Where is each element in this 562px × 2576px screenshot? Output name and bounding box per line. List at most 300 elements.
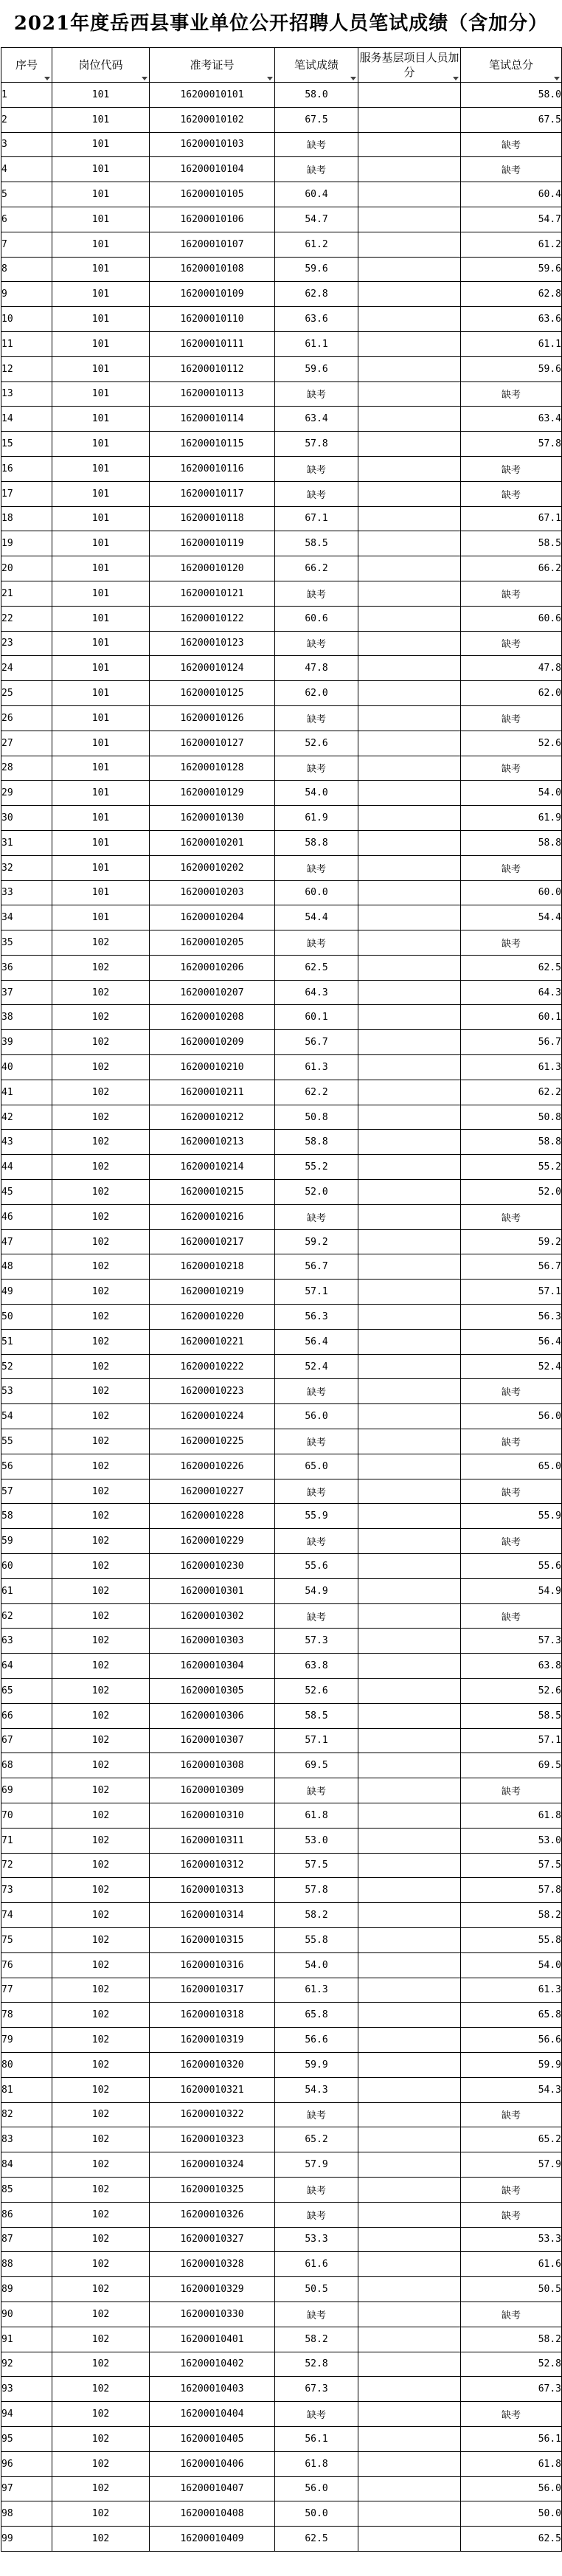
cell-exam-number: 16200010313 [150, 1878, 275, 1903]
cell-exam-number: 16200010406 [150, 2451, 275, 2476]
cell-bonus-points [358, 855, 461, 880]
cell-post-code: 102 [52, 1229, 150, 1254]
cell-total-score: 56.7 [461, 1254, 562, 1280]
cell-written-score: 50.8 [275, 1105, 358, 1130]
cell-bonus-points [358, 1679, 461, 1704]
cell-total-score: 67.5 [461, 107, 562, 132]
cell-written-score: 54.0 [275, 781, 358, 806]
cell-post-code: 102 [52, 2077, 150, 2102]
table-row [1, 1254, 562, 1280]
cell-seq: 19 [1, 531, 52, 556]
cell-exam-number: 16200010404 [150, 2402, 275, 2427]
cell-total-score: 69.5 [461, 1753, 562, 1778]
cell-bonus-points [358, 432, 461, 457]
cell-exam-number: 16200010125 [150, 681, 275, 706]
cell-exam-number: 16200010117 [150, 481, 275, 506]
cell-written-score: 57.9 [275, 2152, 358, 2178]
cell-bonus-points [358, 1629, 461, 1654]
table-row [1, 1055, 562, 1080]
cell-bonus-points [358, 705, 461, 731]
cell-post-code: 101 [52, 432, 150, 457]
cell-total-score: 65.2 [461, 2127, 562, 2152]
cell-total-score: 55.9 [461, 1504, 562, 1529]
cell-bonus-points [358, 506, 461, 531]
cell-written-score: 56.6 [275, 2028, 358, 2053]
cell-written-score: 缺考 [275, 705, 358, 731]
cell-post-code: 102 [52, 1354, 150, 1379]
cell-written-score: 缺考 [275, 1379, 358, 1404]
cell-bonus-points [358, 1055, 461, 1080]
cell-total-score: 61.8 [461, 1803, 562, 1828]
cell-post-code: 102 [52, 1853, 150, 1878]
cell-written-score: 57.1 [275, 1280, 358, 1305]
cell-seq: 46 [1, 1204, 52, 1229]
cell-exam-number: 16200010201 [150, 830, 275, 855]
cell-post-code: 101 [52, 581, 150, 606]
cell-post-code: 102 [52, 1778, 150, 1803]
cell-post-code: 102 [52, 1578, 150, 1603]
header-bonus-points[interactable] [358, 48, 461, 83]
cell-post-code: 101 [52, 257, 150, 282]
table-row [1, 2028, 562, 2053]
cell-seq: 62 [1, 1603, 52, 1629]
cell-seq: 1 [1, 83, 52, 108]
cell-written-score: 59.9 [275, 2052, 358, 2077]
cell-written-score: 61.2 [275, 232, 358, 257]
cell-written-score: 55.6 [275, 1554, 358, 1579]
cell-bonus-points [358, 2302, 461, 2327]
cell-bonus-points [358, 2052, 461, 2077]
table-header-row [1, 48, 562, 83]
cell-bonus-points [358, 1379, 461, 1404]
table-row [1, 905, 562, 930]
cell-seq: 38 [1, 1005, 52, 1030]
cell-post-code: 101 [52, 830, 150, 855]
cell-seq: 50 [1, 1305, 52, 1330]
cell-exam-number: 16200010120 [150, 556, 275, 581]
cell-bonus-points [358, 2451, 461, 2476]
cell-written-score: 52.6 [275, 731, 358, 756]
cell-bonus-points [358, 1354, 461, 1379]
cell-total-score: 缺考 [461, 1479, 562, 1504]
cell-bonus-points [358, 232, 461, 257]
cell-bonus-points [358, 581, 461, 606]
cell-seq: 40 [1, 1055, 52, 1080]
header-seq[interactable] [1, 48, 52, 83]
cell-bonus-points [358, 407, 461, 432]
cell-bonus-points [358, 606, 461, 631]
cell-seq: 48 [1, 1254, 52, 1280]
cell-written-score: 54.3 [275, 2077, 358, 2102]
cell-bonus-points [358, 1978, 461, 2003]
cell-bonus-points [358, 2327, 461, 2352]
cell-bonus-points [358, 2527, 461, 2552]
cell-written-score: 63.8 [275, 1654, 358, 1679]
cell-total-score: 缺考 [461, 756, 562, 781]
cell-bonus-points [358, 731, 461, 756]
cell-bonus-points [358, 1305, 461, 1330]
cell-total-score: 缺考 [461, 1429, 562, 1454]
table-row [1, 1130, 562, 1155]
cell-exam-number: 16200010127 [150, 731, 275, 756]
cell-total-score: 55.8 [461, 1927, 562, 1952]
cell-post-code: 101 [52, 331, 150, 356]
cell-written-score: 59.6 [275, 257, 358, 282]
cell-written-score: 60.0 [275, 880, 358, 905]
cell-bonus-points [358, 132, 461, 157]
cell-written-score: 67.3 [275, 2377, 358, 2402]
cell-exam-number: 16200010111 [150, 331, 275, 356]
cell-post-code: 101 [52, 531, 150, 556]
cell-bonus-points [358, 1080, 461, 1105]
table-row [1, 2052, 562, 2077]
table-row [1, 2202, 562, 2227]
header-exam-number[interactable] [150, 48, 275, 83]
cell-exam-number: 16200010210 [150, 1055, 275, 1080]
cell-written-score: 56.3 [275, 1305, 358, 1330]
table-row [1, 107, 562, 132]
cell-exam-number: 16200010207 [150, 980, 275, 1005]
cell-post-code: 102 [52, 980, 150, 1005]
cell-written-score: 缺考 [275, 1778, 358, 1803]
cell-written-score: 63.6 [275, 307, 358, 332]
table-row [1, 1629, 562, 1654]
table-row [1, 2003, 562, 2028]
cell-bonus-points [358, 257, 461, 282]
table-row [1, 2451, 562, 2476]
cell-total-score: 57.8 [461, 1878, 562, 1903]
cell-post-code: 102 [52, 1753, 150, 1778]
cell-exam-number: 16200010222 [150, 1354, 275, 1379]
cell-total-score: 65.0 [461, 1454, 562, 1479]
table-row [1, 331, 562, 356]
cell-total-score: 缺考 [461, 705, 562, 731]
cell-post-code: 102 [52, 1030, 150, 1055]
cell-bonus-points [358, 282, 461, 307]
cell-post-code: 102 [52, 2028, 150, 2053]
header-written-score[interactable] [275, 48, 358, 83]
cell-bonus-points [358, 381, 461, 407]
cell-bonus-points [358, 2177, 461, 2202]
cell-seq: 78 [1, 2003, 52, 2028]
cell-post-code: 101 [52, 157, 150, 182]
cell-post-code: 102 [52, 2377, 150, 2402]
table-row [1, 2302, 562, 2327]
table-row [1, 1654, 562, 1679]
table-row [1, 432, 562, 457]
cell-exam-number: 16200010323 [150, 2127, 275, 2152]
header-total-score[interactable] [461, 48, 562, 83]
cell-total-score: 58.2 [461, 1903, 562, 1928]
cell-seq: 3 [1, 132, 52, 157]
cell-seq: 47 [1, 1229, 52, 1254]
cell-seq: 71 [1, 1828, 52, 1853]
cell-seq: 21 [1, 581, 52, 606]
cell-bonus-points [358, 1005, 461, 1030]
table-row [1, 1778, 562, 1803]
table-row [1, 1005, 562, 1030]
cell-total-score: 58.2 [461, 2327, 562, 2352]
cell-exam-number: 16200010203 [150, 880, 275, 905]
cell-seq: 8 [1, 257, 52, 282]
cell-post-code: 102 [52, 2302, 150, 2327]
cell-written-score: 63.4 [275, 407, 358, 432]
cell-total-score: 缺考 [461, 456, 562, 481]
table-row [1, 631, 562, 656]
table-row [1, 1229, 562, 1254]
cell-seq: 58 [1, 1504, 52, 1529]
cell-post-code: 101 [52, 681, 150, 706]
cell-seq: 59 [1, 1529, 52, 1554]
table-row [1, 2152, 562, 2178]
table-row [1, 1828, 562, 1853]
cell-seq: 68 [1, 1753, 52, 1778]
filter-dropdown-icon[interactable] [453, 77, 459, 80]
table-row [1, 1454, 562, 1479]
table-row [1, 1578, 562, 1603]
cell-exam-number: 16200010402 [150, 2352, 275, 2377]
table-row [1, 232, 562, 257]
filter-dropdown-icon[interactable] [142, 77, 148, 80]
cell-exam-number: 16200010114 [150, 407, 275, 432]
cell-total-score: 缺考 [461, 2102, 562, 2127]
cell-total-score: 缺考 [461, 930, 562, 956]
cell-total-score: 52.6 [461, 731, 562, 756]
cell-exam-number: 16200010129 [150, 781, 275, 806]
cell-total-score: 61.3 [461, 1055, 562, 1080]
cell-written-score: 62.0 [275, 681, 358, 706]
cell-exam-number: 16200010224 [150, 1404, 275, 1429]
cell-post-code: 101 [52, 506, 150, 531]
cell-exam-number: 16200010315 [150, 1927, 275, 1952]
cell-written-score: 缺考 [275, 756, 358, 781]
cell-total-score: 56.3 [461, 1305, 562, 1330]
cell-exam-number: 16200010401 [150, 2327, 275, 2352]
cell-seq: 96 [1, 2451, 52, 2476]
cell-seq: 4 [1, 157, 52, 182]
cell-exam-number: 16200010305 [150, 1679, 275, 1704]
table-row [1, 2227, 562, 2252]
cell-total-score: 50.0 [461, 2501, 562, 2527]
table-row [1, 182, 562, 207]
cell-seq: 30 [1, 806, 52, 831]
header-post-code[interactable] [52, 48, 150, 83]
cell-seq: 89 [1, 2277, 52, 2302]
cell-total-score: 缺考 [461, 2202, 562, 2227]
table-row [1, 830, 562, 855]
cell-seq: 39 [1, 1030, 52, 1055]
cell-seq: 6 [1, 207, 52, 232]
cell-post-code: 102 [52, 2003, 150, 2028]
cell-exam-number: 16200010314 [150, 1903, 275, 1928]
table-row [1, 681, 562, 706]
cell-written-score: 56.7 [275, 1254, 358, 1280]
cell-total-score: 58.8 [461, 1130, 562, 1155]
cell-written-score: 缺考 [275, 2402, 358, 2427]
cell-bonus-points [358, 2227, 461, 2252]
cell-bonus-points [358, 930, 461, 956]
cell-total-score: 缺考 [461, 631, 562, 656]
cell-seq: 88 [1, 2252, 52, 2277]
table-row [1, 2127, 562, 2152]
cell-seq: 80 [1, 2052, 52, 2077]
cell-exam-number: 16200010308 [150, 1753, 275, 1778]
table-row [1, 1903, 562, 1928]
cell-bonus-points [358, 2476, 461, 2501]
cell-total-score: 62.2 [461, 1080, 562, 1105]
cell-seq: 52 [1, 1354, 52, 1379]
cell-exam-number: 16200010130 [150, 806, 275, 831]
cell-post-code: 101 [52, 356, 150, 381]
cell-total-score: 53.0 [461, 1828, 562, 1853]
header-post-code-label: 岗位代码 [78, 58, 123, 72]
cell-post-code: 102 [52, 2277, 150, 2302]
cell-total-score: 57.3 [461, 1629, 562, 1654]
cell-total-score: 52.4 [461, 1354, 562, 1379]
cell-total-score: 66.2 [461, 556, 562, 581]
cell-exam-number: 16200010106 [150, 207, 275, 232]
page-title: 2021年度岳西县事业单位公开招聘人员笔试成绩（含加分） [13, 13, 549, 35]
cell-total-score: 58.0 [461, 83, 562, 108]
cell-bonus-points [358, 2426, 461, 2451]
cell-seq: 28 [1, 756, 52, 781]
cell-written-score: 50.5 [275, 2277, 358, 2302]
cell-written-score: 56.1 [275, 2426, 358, 2451]
cell-exam-number: 16200010118 [150, 506, 275, 531]
cell-seq: 10 [1, 307, 52, 332]
cell-post-code: 102 [52, 2476, 150, 2501]
filter-dropdown-icon[interactable] [44, 77, 50, 80]
cell-written-score: 50.0 [275, 2501, 358, 2527]
cell-bonus-points [358, 1878, 461, 1903]
table-row [1, 2177, 562, 2202]
cell-total-score: 60.4 [461, 182, 562, 207]
filter-dropdown-icon[interactable] [350, 77, 356, 80]
table-row [1, 955, 562, 980]
cell-written-score: 58.8 [275, 1130, 358, 1155]
cell-bonus-points [358, 806, 461, 831]
cell-bonus-points [358, 83, 461, 108]
table-row [1, 2352, 562, 2377]
table-row [1, 2077, 562, 2102]
cell-total-score: 缺考 [461, 2177, 562, 2202]
table-row [1, 1753, 562, 1778]
table-row [1, 980, 562, 1005]
cell-written-score: 53.0 [275, 1828, 358, 1853]
cell-post-code: 102 [52, 1703, 150, 1728]
cell-bonus-points [358, 182, 461, 207]
cell-written-score: 60.6 [275, 606, 358, 631]
cell-exam-number: 16200010209 [150, 1030, 275, 1055]
cell-seq: 70 [1, 1803, 52, 1828]
cell-total-score: 52.6 [461, 1679, 562, 1704]
cell-bonus-points [358, 905, 461, 930]
cell-total-score: 缺考 [461, 1529, 562, 1554]
cell-seq: 86 [1, 2202, 52, 2227]
cell-seq: 11 [1, 331, 52, 356]
cell-post-code: 102 [52, 1878, 150, 1903]
cell-bonus-points [358, 1454, 461, 1479]
cell-written-score: 65.8 [275, 2003, 358, 2028]
cell-written-score: 67.5 [275, 107, 358, 132]
cell-total-score: 缺考 [461, 1204, 562, 1229]
cell-seq: 85 [1, 2177, 52, 2202]
cell-written-score: 缺考 [275, 2202, 358, 2227]
cell-bonus-points [358, 1728, 461, 1753]
cell-post-code: 102 [52, 1080, 150, 1105]
cell-bonus-points [358, 1803, 461, 1828]
cell-written-score: 61.8 [275, 2451, 358, 2476]
cell-bonus-points [358, 1180, 461, 1205]
cell-exam-number: 16200010206 [150, 955, 275, 980]
cell-exam-number: 16200010317 [150, 1978, 275, 2003]
cell-total-score: 59.9 [461, 2052, 562, 2077]
cell-bonus-points [358, 2152, 461, 2178]
cell-post-code: 101 [52, 407, 150, 432]
cell-written-score: 缺考 [275, 1529, 358, 1554]
cell-written-score: 55.9 [275, 1504, 358, 1529]
cell-total-score: 61.3 [461, 1978, 562, 2003]
cell-written-score: 缺考 [275, 631, 358, 656]
cell-exam-number: 16200010319 [150, 2028, 275, 2053]
cell-written-score: 缺考 [275, 132, 358, 157]
cell-post-code: 101 [52, 83, 150, 108]
cell-post-code: 102 [52, 1654, 150, 1679]
cell-post-code: 101 [52, 456, 150, 481]
cell-seq: 42 [1, 1105, 52, 1130]
table-row [1, 1878, 562, 1903]
cell-seq: 72 [1, 1853, 52, 1878]
cell-exam-number: 16200010316 [150, 1952, 275, 1978]
cell-total-score: 52.8 [461, 2352, 562, 2377]
cell-written-score: 61.6 [275, 2252, 358, 2277]
cell-written-score: 缺考 [275, 1429, 358, 1454]
cell-post-code: 102 [52, 2052, 150, 2077]
table-row [1, 1429, 562, 1454]
cell-post-code: 102 [52, 2102, 150, 2127]
table-row [1, 806, 562, 831]
table-row [1, 1305, 562, 1330]
cell-written-score: 缺考 [275, 930, 358, 956]
filter-dropdown-icon[interactable] [554, 77, 560, 80]
cell-post-code: 102 [52, 1130, 150, 1155]
cell-written-score: 60.4 [275, 182, 358, 207]
cell-post-code: 101 [52, 232, 150, 257]
cell-seq: 9 [1, 282, 52, 307]
table-row [1, 1603, 562, 1629]
table-row [1, 132, 562, 157]
cell-post-code: 102 [52, 1927, 150, 1952]
table-row [1, 1479, 562, 1504]
cell-total-score: 52.0 [461, 1180, 562, 1205]
cell-bonus-points [358, 157, 461, 182]
cell-exam-number: 16200010215 [150, 1180, 275, 1205]
cell-total-score: 54.4 [461, 905, 562, 930]
cell-bonus-points [358, 1204, 461, 1229]
table-row [1, 556, 562, 581]
cell-written-score: 56.0 [275, 1404, 358, 1429]
cell-written-score: 52.6 [275, 1679, 358, 1704]
cell-written-score: 60.1 [275, 1005, 358, 1030]
cell-bonus-points [358, 1130, 461, 1155]
filter-dropdown-icon[interactable] [267, 77, 273, 80]
cell-seq: 69 [1, 1778, 52, 1803]
cell-bonus-points [358, 2277, 461, 2302]
cell-exam-number: 16200010304 [150, 1654, 275, 1679]
table-row [1, 1280, 562, 1305]
cell-bonus-points [358, 2402, 461, 2427]
cell-post-code: 102 [52, 2501, 150, 2527]
